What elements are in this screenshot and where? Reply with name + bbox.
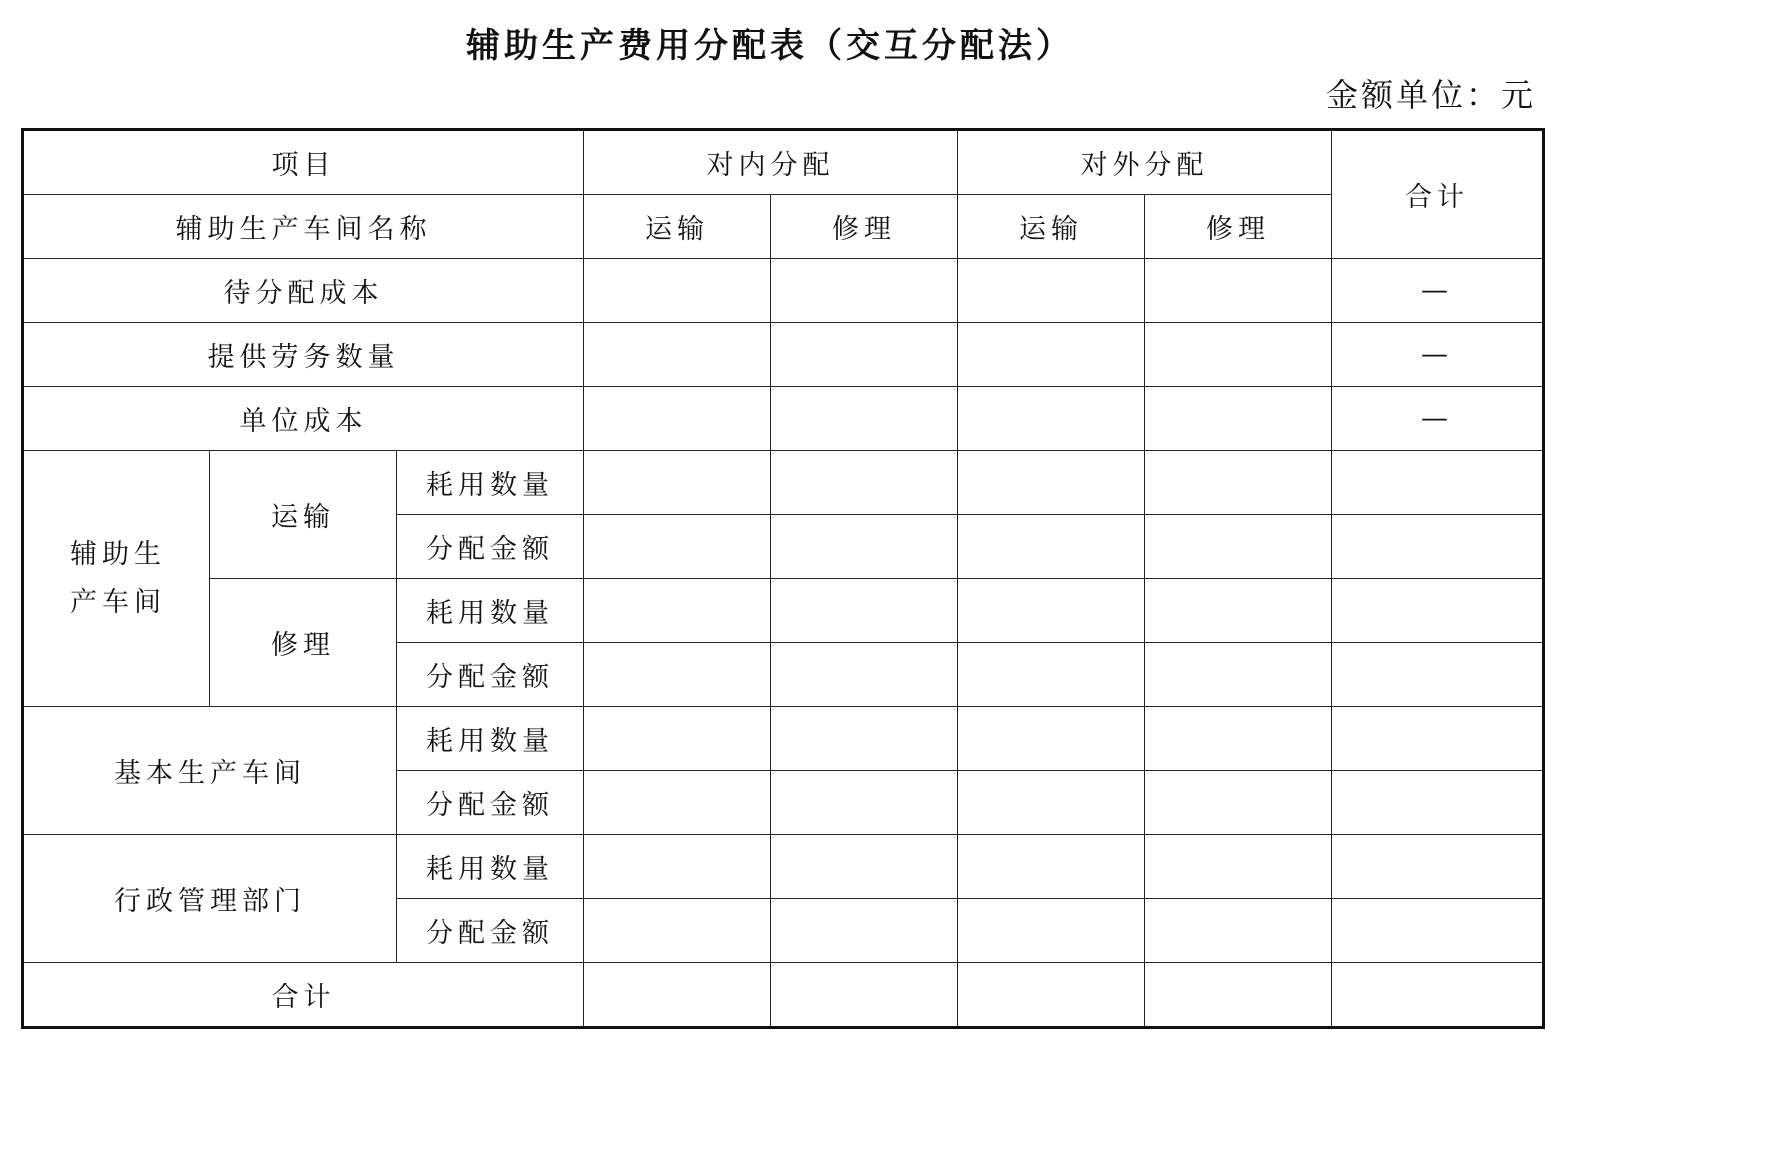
table-cell[interactable]: [584, 579, 771, 643]
row-label-unit-cost: 单位成本: [23, 387, 584, 451]
table-cell[interactable]: [1145, 835, 1332, 899]
table-cell[interactable]: [1332, 579, 1544, 643]
table-row: [23, 579, 1544, 643]
consumption-quantity-label: 耗用数量: [397, 451, 584, 515]
table-cell[interactable]: [1332, 643, 1544, 707]
table-cell[interactable]: [958, 323, 1145, 387]
table-cell[interactable]: [1145, 579, 1332, 643]
table-cell[interactable]: [958, 707, 1145, 771]
table-cell[interactable]: [584, 963, 771, 1028]
header-external-transport: 运输: [958, 195, 1145, 259]
consumption-quantity-label: 耗用数量: [397, 835, 584, 899]
table-cell[interactable]: [584, 259, 771, 323]
table-row: [23, 387, 1544, 451]
table-row: [23, 323, 1544, 387]
allocated-amount-label: 分配金额: [397, 899, 584, 963]
header-total: 合计: [1332, 130, 1544, 259]
table-cell[interactable]: [958, 835, 1145, 899]
table-cell[interactable]: [584, 643, 771, 707]
aux-workshop-label-line1: 辅助生: [70, 538, 166, 570]
table-cell[interactable]: [958, 963, 1145, 1028]
table-cell[interactable]: [584, 899, 771, 963]
table-cell[interactable]: [771, 899, 958, 963]
allocation-table: [21, 128, 1545, 1029]
table-cell[interactable]: [1145, 451, 1332, 515]
table-cell[interactable]: [771, 707, 958, 771]
table-cell[interactable]: [771, 963, 958, 1028]
allocated-amount-label: 分配金额: [397, 515, 584, 579]
dash-cell: —: [1332, 259, 1544, 323]
table-cell[interactable]: [584, 387, 771, 451]
table-cell[interactable]: [958, 899, 1145, 963]
table-cell[interactable]: [1332, 451, 1544, 515]
dash-cell: —: [1332, 323, 1544, 387]
table-cell[interactable]: [584, 515, 771, 579]
allocated-amount-label: 分配金额: [397, 643, 584, 707]
table-cell[interactable]: [1332, 771, 1544, 835]
table-row: [23, 259, 1544, 323]
header-row-1: [23, 130, 1544, 195]
aux-workshop-label-line2: 产车间: [70, 586, 166, 618]
admin-department-label: 行政管理部门: [23, 835, 397, 963]
table-cell[interactable]: [584, 707, 771, 771]
header-external-repair: 修理: [1145, 195, 1332, 259]
table-cell[interactable]: [1332, 707, 1544, 771]
table-cell[interactable]: [1332, 835, 1544, 899]
header-internal-transport: 运输: [584, 195, 771, 259]
table-cell[interactable]: [1145, 259, 1332, 323]
table-cell[interactable]: [958, 387, 1145, 451]
table-cell[interactable]: [1332, 963, 1544, 1028]
aux-workshop-label: [23, 451, 210, 707]
aux-repair-label: 修理: [210, 579, 397, 707]
table-cell[interactable]: [1145, 899, 1332, 963]
unit-label: 金额单位：元: [1325, 76, 1536, 114]
table-cell[interactable]: [1145, 515, 1332, 579]
header-workshop-name: 辅助生产车间名称: [23, 195, 584, 259]
header-item: 项目: [23, 130, 584, 195]
table-cell[interactable]: [771, 451, 958, 515]
table-cell[interactable]: [958, 515, 1145, 579]
dash-cell: —: [1332, 387, 1544, 451]
table-cell[interactable]: [584, 323, 771, 387]
aux-transport-label: 运输: [210, 451, 397, 579]
table-cell[interactable]: [771, 515, 958, 579]
table-cell[interactable]: [1145, 771, 1332, 835]
table-cell[interactable]: [958, 259, 1145, 323]
table-cell[interactable]: [958, 579, 1145, 643]
table-row: [23, 451, 1544, 515]
table-cell[interactable]: [1332, 515, 1544, 579]
table-cell[interactable]: [1145, 963, 1332, 1028]
table-cell[interactable]: [1145, 707, 1332, 771]
table-row: [23, 963, 1544, 1028]
allocated-amount-label: 分配金额: [397, 771, 584, 835]
consumption-quantity-label: 耗用数量: [397, 707, 584, 771]
table-cell[interactable]: [1332, 899, 1544, 963]
table-cell[interactable]: [958, 643, 1145, 707]
table-cell[interactable]: [584, 835, 771, 899]
table-cell[interactable]: [771, 387, 958, 451]
table-title: 辅助生产费用分配表（交互分配法）: [466, 26, 1074, 66]
row-label-service-quantity: 提供劳务数量: [23, 323, 584, 387]
table-cell[interactable]: [771, 259, 958, 323]
header-external-allocation: 对外分配: [958, 130, 1332, 195]
table-cell[interactable]: [584, 451, 771, 515]
header-internal-repair: 修理: [771, 195, 958, 259]
consumption-quantity-label: 耗用数量: [397, 579, 584, 643]
table-cell[interactable]: [958, 451, 1145, 515]
table-cell[interactable]: [1145, 643, 1332, 707]
table-cell[interactable]: [771, 323, 958, 387]
table-cell[interactable]: [584, 771, 771, 835]
table-row: [23, 707, 1544, 771]
table-cell[interactable]: [1145, 387, 1332, 451]
table-cell[interactable]: [1145, 323, 1332, 387]
grand-total-label: 合计: [23, 963, 584, 1028]
table-cell[interactable]: [771, 771, 958, 835]
header-internal-allocation: 对内分配: [584, 130, 958, 195]
table-cell[interactable]: [771, 835, 958, 899]
table-cell[interactable]: [771, 643, 958, 707]
row-label-cost-to-allocate: 待分配成本: [23, 259, 584, 323]
header-row-2: [23, 195, 1544, 259]
basic-workshop-label: 基本生产车间: [23, 707, 397, 835]
table-cell[interactable]: [771, 579, 958, 643]
table-row: [23, 835, 1544, 899]
table-cell[interactable]: [958, 771, 1145, 835]
